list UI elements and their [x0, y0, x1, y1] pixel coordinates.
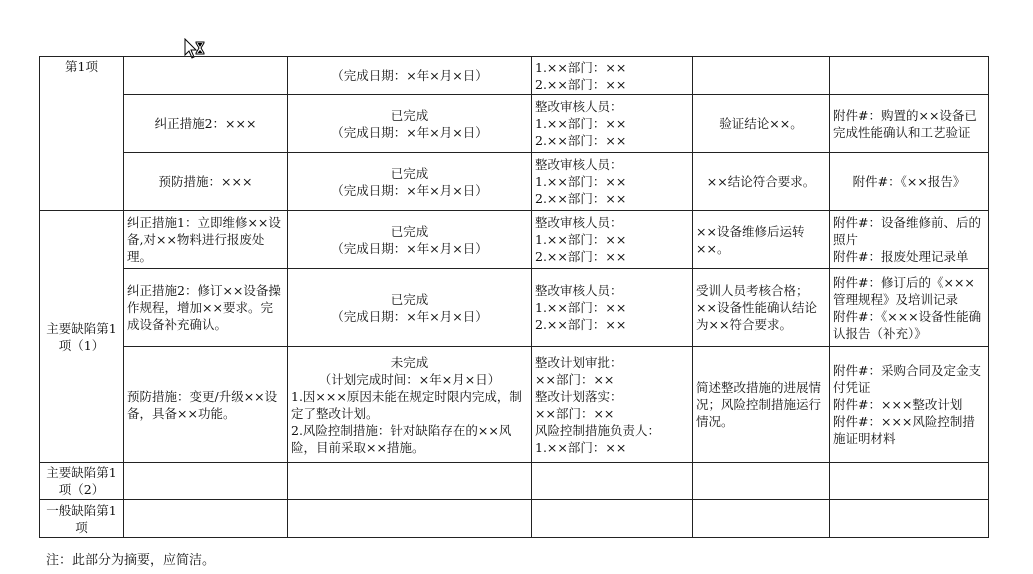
attachment-cell: 附件#：设备维修前、后的照片 附件#：报废处理记录单 [830, 211, 989, 269]
item-label-cell: 主要缺陷第1项（2） [40, 463, 124, 500]
status-cell: 未完成 （计划完成时间：×年×月×日） 1.因×××原因未能在规定时限内完成，制定了整改计划。 2.风险控制措施：针对缺陷存在的××风险，目前采取××措施。 [288, 347, 532, 463]
measure-cell: 纠正措施2：××× [124, 95, 288, 153]
item-label-cell: 第1项 [40, 57, 124, 211]
verification-cell: 受训人员考核合格；××设备性能确认结论为××符合要求。 [693, 269, 830, 347]
item-label-cell: 一般缺陷第1项 [40, 500, 124, 538]
reviewer-cell: 整改审核人员： 1.××部门：×× 2.××部门：×× [532, 95, 693, 153]
measure-cell [124, 500, 288, 538]
measure-cell: 预防措施：变更/升级××设备，具备××功能。 [124, 347, 288, 463]
status-cell [288, 500, 532, 538]
attachment-cell [830, 57, 989, 95]
measure-cell [124, 463, 288, 500]
reviewer-cell: 整改审核人员： 1.××部门：×× 2.××部门：×× [532, 211, 693, 269]
verification-cell [693, 57, 830, 95]
table-row [40, 153, 989, 211]
status-cell [288, 463, 532, 500]
footnote: 注：此部分为摘要，应简洁。 [46, 553, 216, 568]
table-row [40, 95, 989, 153]
attachment-cell [830, 463, 989, 500]
status-cell: （完成日期：×年×月×日） [288, 57, 532, 95]
verification-cell [693, 500, 830, 538]
status-cell: 已完成 （完成日期：×年×月×日） [288, 153, 532, 211]
table-row [40, 57, 989, 95]
item-label-cell: 主要缺陷第1项（1） [40, 211, 124, 463]
rectification-table [39, 56, 989, 538]
table-row [40, 211, 989, 269]
table-row [40, 463, 989, 500]
measure-cell: 纠正措施2：修订××设备操作规程，增加××要求。完成设备补充确认。 [124, 269, 288, 347]
verification-cell: ××结论符合要求。 [693, 153, 830, 211]
attachment-cell: 附件#：采购合同及定金支付凭证 附件#：×××整改计划 附件#：×××风险控制措施证明材料 [830, 347, 989, 463]
attachment-cell: 附件#：修订后的《×××管理规程》及培训记录 附件#：《×××设备性能确认报告（补充）》 [830, 269, 989, 347]
measure-cell: 预防措施：××× [124, 153, 288, 211]
reviewer-cell: 整改计划审批： ××部门：×× 整改计划落实： ××部门：×× 风险控制措施负责人： 1.××部门：×× [532, 347, 693, 463]
attachment-cell [830, 500, 989, 538]
attachment-cell: 附件#：《××报告》 [830, 153, 989, 211]
reviewer-cell [532, 500, 693, 538]
reviewer-cell: 整改审核人员： 1.××部门：×× 2.××部门：×× [532, 153, 693, 211]
status-cell: 已完成 （完成日期：×年×月×日） [288, 269, 532, 347]
reviewer-cell: 1.××部门：×× 2.××部门：×× [532, 57, 693, 95]
status-cell: 已完成 （完成日期：×年×月×日） [288, 211, 532, 269]
verification-cell [693, 463, 830, 500]
verification-cell: 验证结论××。 [693, 95, 830, 153]
measure-cell: 纠正措施1：立即维修××设备,对××物料进行报废处理。 [124, 211, 288, 269]
measure-cell [124, 57, 288, 95]
verification-cell: ××设备维修后运转××。 [693, 211, 830, 269]
status-cell: 已完成 （完成日期：×年×月×日） [288, 95, 532, 153]
reviewer-cell [532, 463, 693, 500]
table-row [40, 500, 989, 538]
attachment-cell: 附件#：购置的××设备已完成性能确认和工艺验证 [830, 95, 989, 153]
verification-cell: 简述整改措施的进展情况；风险控制措施运行情况。 [693, 347, 830, 463]
table-row [40, 269, 989, 347]
table-row [40, 347, 989, 463]
reviewer-cell: 整改审核人员： 1.××部门：×× 2.××部门：×× [532, 269, 693, 347]
